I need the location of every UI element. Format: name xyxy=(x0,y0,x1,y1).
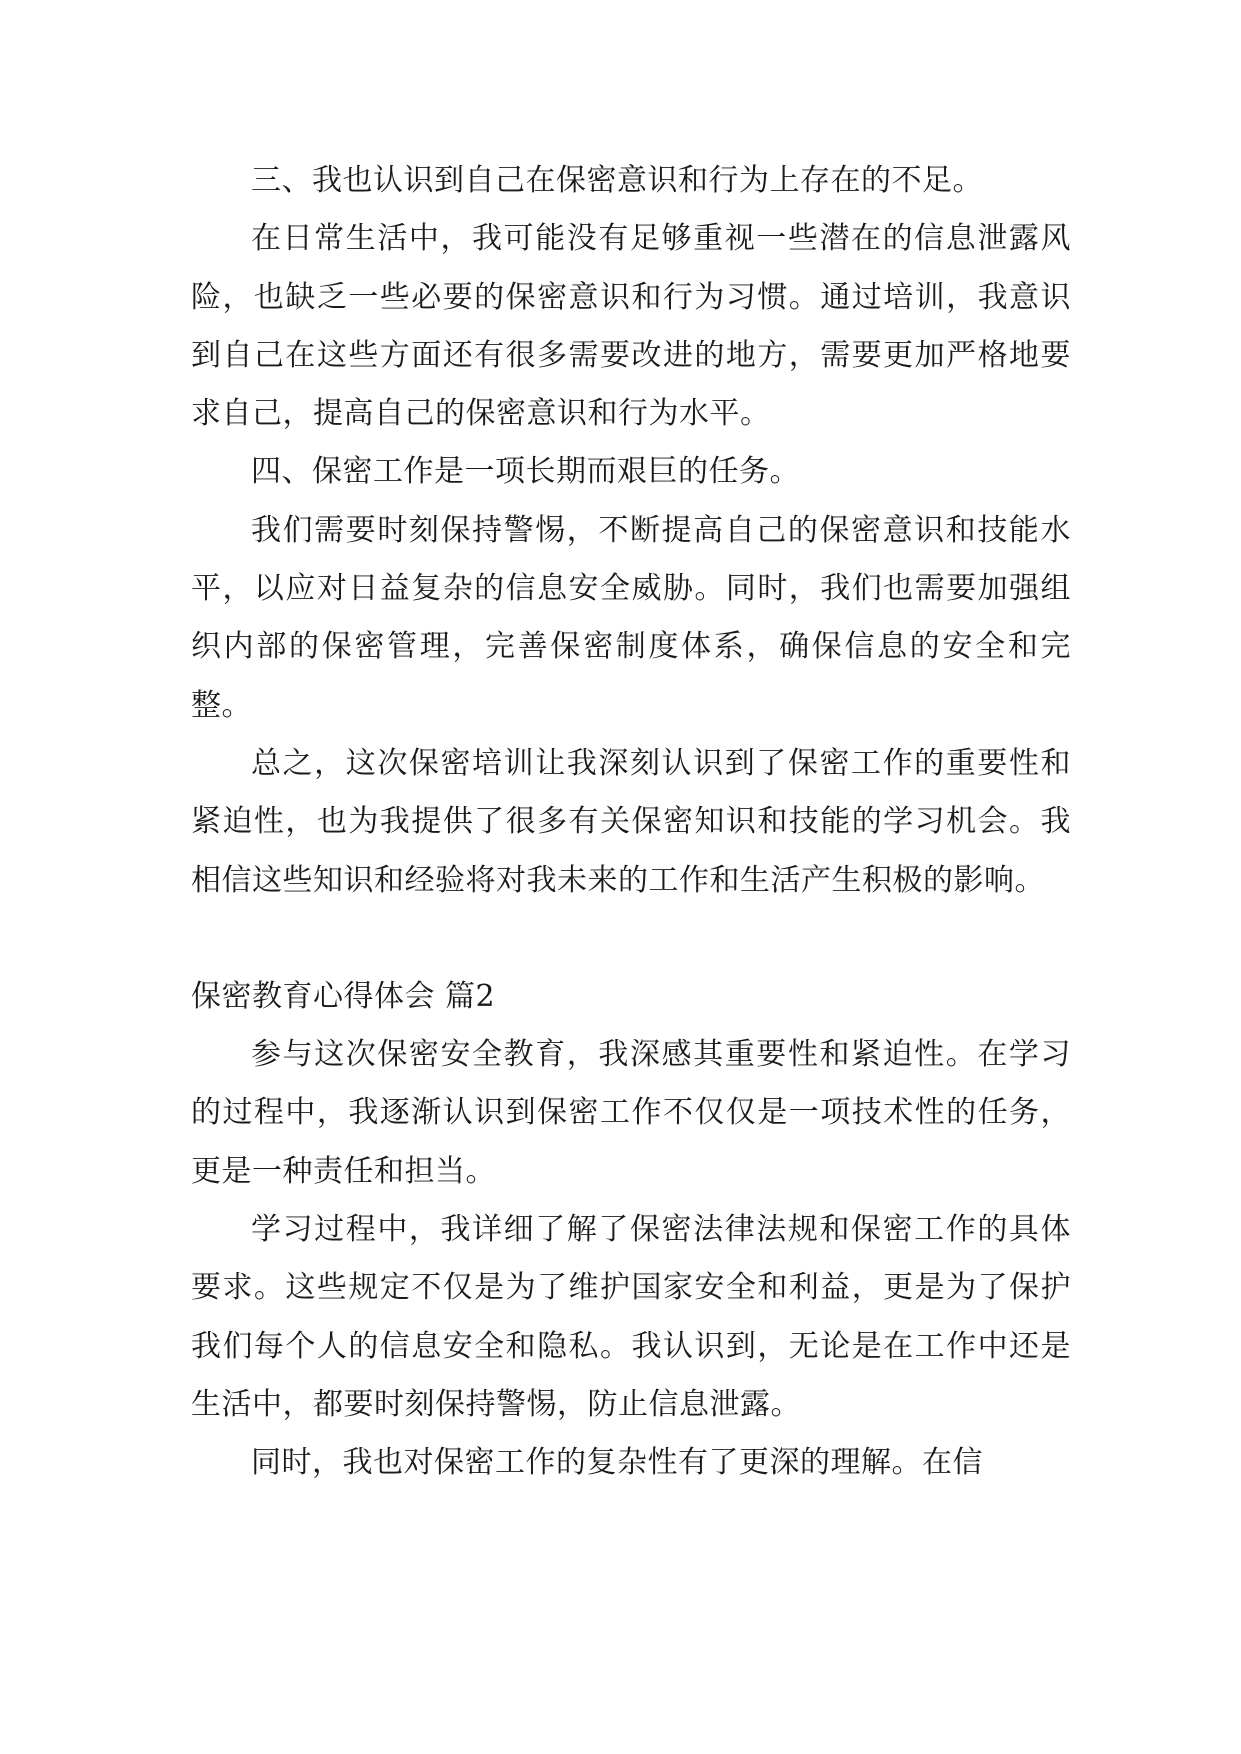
section-heading: 保密教育心得体会 篇2 xyxy=(191,978,496,1014)
section-spacer xyxy=(191,910,1071,968)
paragraph-complexity: 同时，我也对保密工作的复杂性有了更深的理解。在信 xyxy=(251,1445,983,1481)
paragraph-conclusion: 总之，这次保密培训让我深刻认识到了保密工作的重要性和紧迫性，也为我提供了很多有关保密知识和技能的学习机会。我相信这些知识和经验将对我未来的工作和生活产生积极的影响。 xyxy=(191,745,1071,898)
paragraph-point-four: 四、保密工作是一项长期而艰巨的任务。 xyxy=(251,454,800,490)
paragraph-learning-process: 学习过程中，我详细了解了保密法律法规和保密工作的具体要求。这些规定不仅是为了维护国家安全和利益，更是为了保护我们每个人的信息安全和隐私。我认识到，无论是在工作中还是生活中，都要时刻保持警惕，防止信息泄露。 xyxy=(191,1212,1071,1422)
paragraph-daily-life: 在日常生活中，我可能没有足够重视一些潜在的信息泄露风险，也缺乏一些必要的保密意识和行为习惯。通过培训，我意识到自己在这些方面还有很多需要改进的地方，需要更加严格地要求自己，提高自己的保密意识和行为水平。 xyxy=(191,221,1071,432)
paragraph-participation: 参与这次保密安全教育，我深感其重要性和紧迫性。在学习的过程中，我逐渐认识到保密工作不仅仅是一项技术性的任务，更是一种责任和担当。 xyxy=(191,1037,1071,1189)
document-body xyxy=(191,152,1071,1493)
paragraph-vigilance: 我们需要时刻保持警惕，不断提高自己的保密意识和技能水平，以应对日益复杂的信息安全威胁。同时，我们也需要加强组织内部的保密管理，完善保密制度体系，确保信息的安全和完整。 xyxy=(191,512,1071,723)
paragraph-point-three: 三、我也认识到自己在保密意识和行为上存在的不足。 xyxy=(251,163,983,198)
